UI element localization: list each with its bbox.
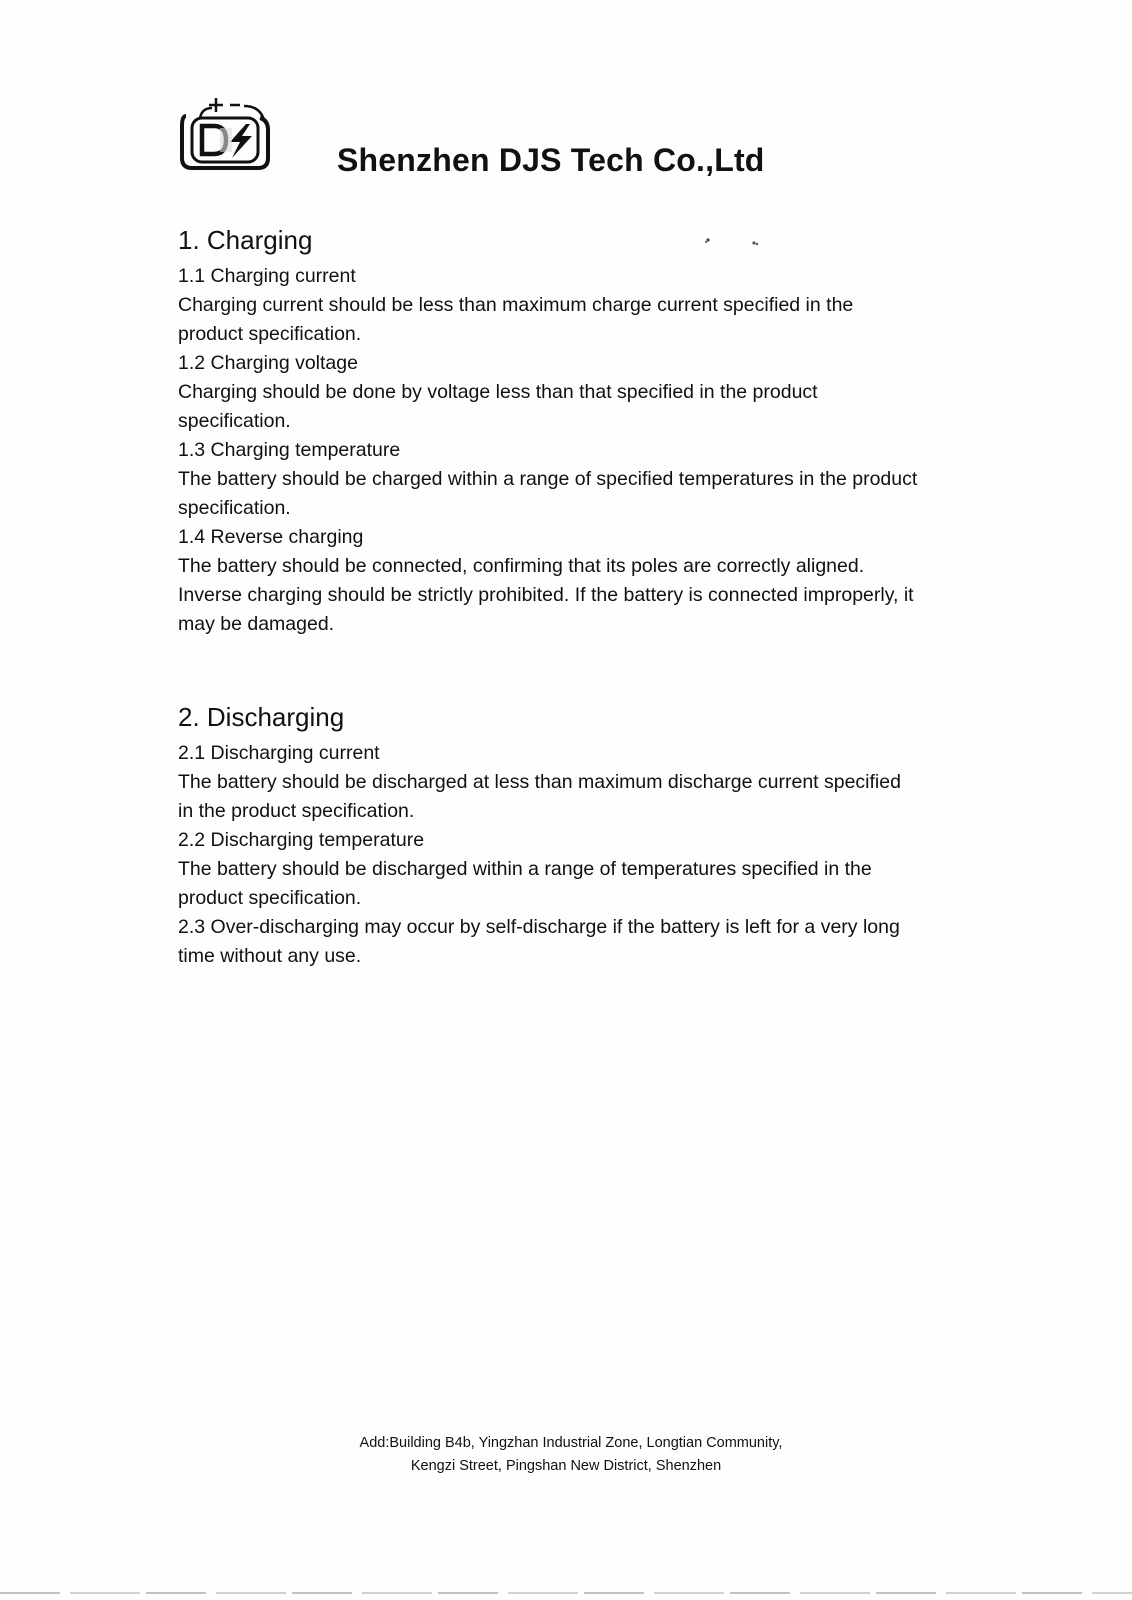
- subsection: [178, 739, 958, 971]
- scan-edge-line: [0, 1592, 1132, 1594]
- subsection-title: 1.1 Charging current: [178, 265, 356, 287]
- paragraph-line: The battery should be discharged at less than maximum discharge current specified: [178, 771, 901, 793]
- section-discharging: [178, 699, 958, 971]
- subsection-title: 2.2 Discharging temperature: [178, 829, 425, 851]
- section-charging: [178, 222, 958, 639]
- paragraph-line: The battery should be connected, confirming that its poles are correctly aligned.: [178, 555, 865, 577]
- paragraph-line: product specification.: [178, 323, 362, 345]
- subsection-title: 1.2 Charging voltage: [178, 352, 358, 374]
- section-heading: 2. Discharging: [178, 702, 345, 732]
- paragraph-line: may be damaged.: [178, 613, 335, 635]
- company-name: Shenzhen DJS Tech Co.,Ltd: [337, 142, 765, 178]
- paragraph-line: The battery should be charged within a range of specified temperatures in the product: [178, 468, 918, 490]
- paragraph-line: The battery should be discharged within a range of temperatures specified in the: [178, 858, 872, 880]
- paragraph-line: Charging should be done by voltage less than that specified in the product: [178, 381, 818, 403]
- paragraph-line: Inverse charging should be strictly prohibited. If the battery is connected improperly, it: [178, 584, 914, 606]
- address-line: Kengzi Street, Pingshan New District, Shenzhen: [410, 1458, 722, 1474]
- paragraph-line: in the product specification.: [178, 800, 415, 822]
- subsection-title: 1.4 Reverse charging: [178, 526, 364, 548]
- battery-lightning-logo-icon: [180, 96, 274, 176]
- paragraph-line: Charging current should be less than maximum charge current specified in the: [178, 294, 854, 316]
- footer-address: [0, 1432, 1132, 1478]
- subsection-title: 2.1 Discharging current: [178, 742, 380, 764]
- paragraph-line: specification.: [178, 410, 291, 432]
- paragraph-line: 2.3 Over-discharging may occur by self-discharge if the battery is left for a very long: [178, 916, 900, 938]
- address-line: Add:Building B4b, Yingzhan Industrial Zone, Longtian Community,: [359, 1435, 783, 1451]
- paragraph-line: time without any use.: [178, 945, 362, 967]
- paragraph-line: product specification.: [178, 887, 362, 909]
- paragraph-line: specification.: [178, 497, 291, 519]
- subsection-title: 1.3 Charging temperature: [178, 439, 401, 461]
- subsection: [178, 262, 958, 639]
- document-body: [178, 222, 958, 971]
- section-heading: 1. Charging: [178, 225, 313, 255]
